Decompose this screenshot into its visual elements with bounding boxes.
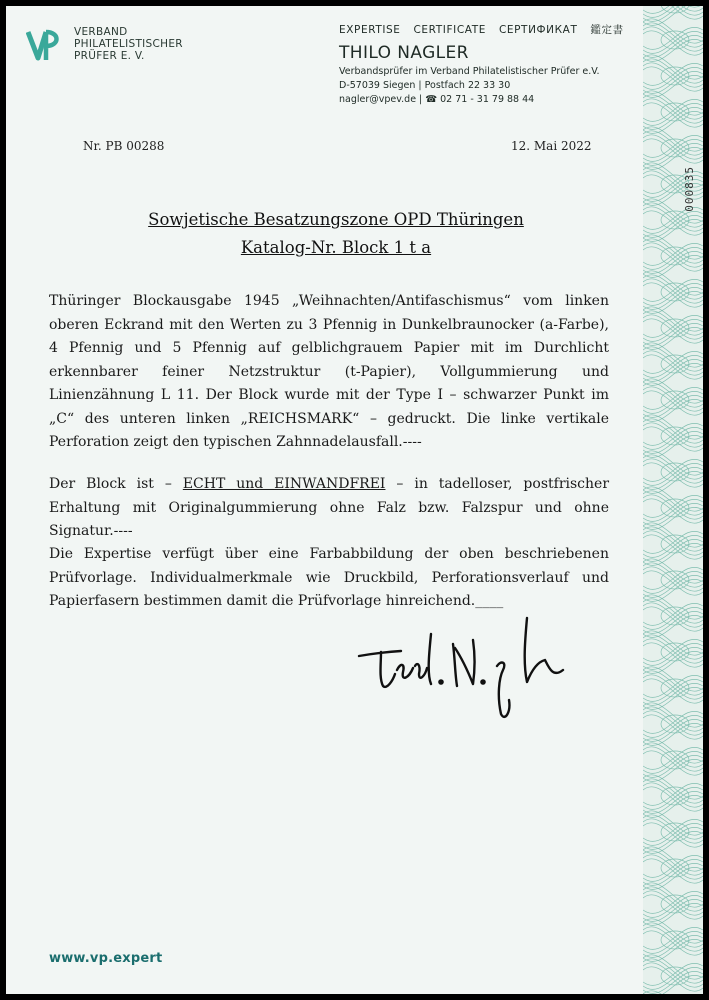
website-link[interactable]: www.vp.expert <box>49 951 163 966</box>
address-line: nagler@vpev.de | ☎ 02 71 - 31 79 88 44 <box>339 94 535 105</box>
expert-header <box>339 22 633 107</box>
association-name <box>74 26 183 62</box>
org-line: VERBAND <box>74 26 128 38</box>
org-line: PRÜFER E. V. <box>74 50 145 62</box>
genuine-verdict: ECHT und EINWANDFREI <box>182 476 386 492</box>
expert-name: THILO NAGLER <box>339 43 469 63</box>
address-line: Verbandsprüfer im Verband Philatelistischer Prüfer e.V. <box>339 66 600 77</box>
cert-word: СЕРТИФИКАТ <box>498 24 578 36</box>
cert-word: 鑑定書 <box>590 24 624 36</box>
certificate-title: Sowjetische Besatzungszone OPD Thüringen <box>148 210 524 229</box>
photo-note-paragraph: Die Expertise verfügt über eine Farbabbildung der oben beschriebenen Prüfvorlage. Individualmerkmale wie Druckbild, Perforationsverlauf und Papierfasern bestimmen damit die Prüfvorlage hinreichend.____ <box>49 546 609 609</box>
certificate-date: 12. Mai 2022 <box>511 139 592 153</box>
address-line: D-57039 Siegen | Postfach 22 33 30 <box>339 80 511 91</box>
condition-paragraph <box>49 473 609 544</box>
certificate-number: Nr. PB 00288 <box>83 139 165 153</box>
catalog-number: Katalog-Nr. Block 1 t a <box>240 238 432 257</box>
expert-address <box>339 65 633 107</box>
condition-text: – in tadelloser, postfrischer Erhaltung mit Originalgummierung ohne Falz bzw. Falzspur und ohne Signatur.---- <box>49 476 610 539</box>
vp-logo <box>26 28 62 64</box>
security-guilloche-border <box>643 6 703 994</box>
certificate-words <box>339 22 633 37</box>
serial-number: 000835 <box>683 166 696 212</box>
condition-text: Der Block ist – <box>49 476 183 492</box>
handwritten-signature <box>351 604 581 729</box>
org-line: PHILATELISTISCHER <box>74 38 183 50</box>
certificate-page <box>6 6 703 994</box>
description-paragraph: Thüringer Blockausgabe 1945 „Weihnachten/Antifaschismus“ vom linken oberen Eckrand mit den Werten zu 3 Pfennig in Dunkelbraunocker (a-Farbe), 4 Pfennig und 5 Pfennig auf gelblichgrauem Papier mit im Durchlicht erkennbarer feiner Netzstruktur (t-Papier), Vollgummierung und Linienzähnung L 11. Der Block wurde mit der Type I – schwarzer Punkt im „C“ des unteren linken „REICHSMARK“ – gedruckt. Die linke vertikale Perforation zeigt den typischen Zahnnadelausfall.---- <box>49 293 609 450</box>
cert-word: CERTIFICATE <box>413 24 486 36</box>
cert-word: EXPERTISE <box>339 24 401 36</box>
